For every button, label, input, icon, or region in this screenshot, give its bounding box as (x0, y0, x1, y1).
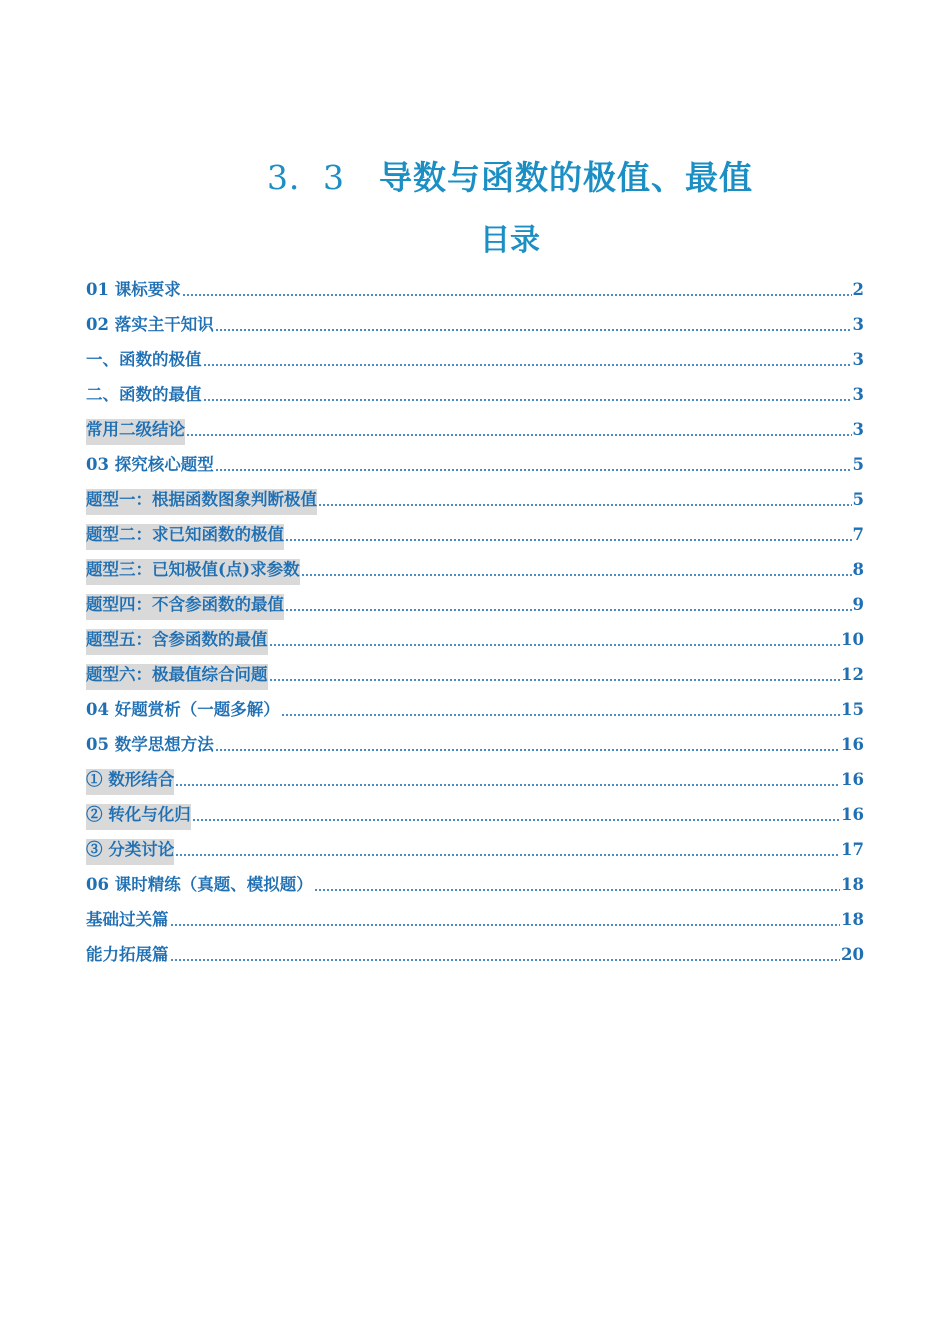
toc-entry-page: 2 (852, 280, 864, 299)
toc-entry-page: 15 (841, 700, 864, 719)
toc-entry-page: 16 (841, 735, 864, 754)
toc-entry-page: 16 (841, 805, 864, 824)
toc-entry-label: ③ 分类讨论 (86, 839, 174, 865)
toc-entry-page: 18 (841, 910, 864, 929)
toc-leader-dots (182, 285, 852, 297)
toc-entry-page: 3 (852, 350, 864, 369)
toc-entry[interactable] (86, 725, 864, 760)
toc-entry[interactable] (86, 480, 864, 515)
toc-leader-dots (281, 705, 840, 717)
toc-leader-dots (175, 775, 840, 787)
toc-entry-label: 04 好题赏析（一题多解） (86, 700, 280, 719)
toc-entry[interactable] (86, 585, 864, 620)
toc-leader-dots (285, 600, 852, 612)
table-of-contents (86, 270, 864, 970)
toc-entry[interactable] (86, 375, 864, 410)
toc-entry-label: 常用二级结论 (86, 419, 185, 445)
toc-entry-label: 题型一：根据函数图象判断极值 (86, 489, 317, 515)
toc-entry-page: 18 (841, 875, 864, 894)
toc-entry[interactable] (86, 655, 864, 690)
toc-entry-page: 5 (852, 455, 864, 474)
toc-entry[interactable] (86, 900, 864, 935)
toc-leader-dots (301, 565, 852, 577)
toc-entry[interactable] (86, 305, 864, 340)
toc-entry[interactable] (86, 515, 864, 550)
toc-entry-label: 题型六：极最值综合问题 (86, 664, 268, 690)
toc-entry-label: 01 课标要求 (86, 280, 181, 299)
toc-entry[interactable] (86, 340, 864, 375)
toc-leader-dots (170, 950, 841, 962)
toc-entry[interactable] (86, 795, 864, 830)
toc-leader-dots (314, 880, 840, 892)
toc-entry-page: 12 (841, 665, 864, 684)
toc-entry-page: 3 (852, 385, 864, 404)
toc-entry[interactable] (86, 410, 864, 445)
title-text: 导数与函数的极值、最值 (379, 158, 753, 197)
toc-entry-label: ② 转化与化归 (86, 804, 191, 830)
toc-entry[interactable] (86, 690, 864, 725)
toc-entry[interactable] (86, 830, 864, 865)
toc-entry-label: 基础过关篇 (86, 910, 169, 929)
toc-entry[interactable] (86, 760, 864, 795)
toc-entry-page: 8 (852, 560, 864, 579)
toc-leader-dots (215, 460, 852, 472)
toc-entry[interactable] (86, 620, 864, 655)
toc-entry-label: ① 数形结合 (86, 769, 174, 795)
page-title (0, 152, 950, 199)
toc-entry[interactable] (86, 270, 864, 305)
toc-entry[interactable] (86, 445, 864, 480)
toc-entry-label: 03 探究核心题型 (86, 455, 214, 474)
toc-entry-label: 二、函数的最值 (86, 385, 202, 404)
toc-entry-page: 17 (841, 840, 864, 859)
toc-leader-dots (175, 845, 840, 857)
toc-entry-label: 题型三：已知极值(点)求参数 (86, 559, 300, 585)
toc-leader-dots (285, 530, 852, 542)
toc-entry-label: 06 课时精练（真题、模拟题） (86, 875, 313, 894)
toc-leader-dots (215, 320, 852, 332)
toc-leader-dots (192, 810, 840, 822)
toc-entry-page: 20 (841, 945, 864, 964)
toc-entry-page: 5 (852, 490, 864, 509)
toc-leader-dots (203, 390, 852, 402)
toc-entry-page: 7 (852, 525, 864, 544)
title-number: 3．3 (267, 158, 345, 197)
toc-leader-dots (215, 740, 840, 752)
toc-entry-page: 3 (852, 315, 864, 334)
toc-entry-page: 10 (841, 630, 864, 649)
toc-leader-dots (203, 355, 852, 367)
toc-entry-page: 3 (852, 420, 864, 439)
toc-entry[interactable] (86, 935, 864, 970)
toc-heading: 目录 (480, 223, 540, 258)
toc-entry-label: 题型五：含参函数的最值 (86, 629, 268, 655)
toc-leader-dots (269, 670, 841, 682)
toc-entry-label: 题型四：不含参函数的最值 (86, 594, 284, 620)
toc-entry-page: 16 (841, 770, 864, 789)
toc-leader-dots (318, 495, 852, 507)
toc-entry-page: 9 (852, 595, 864, 614)
toc-leader-dots (170, 915, 841, 927)
toc-entry-label: 能力拓展篇 (86, 945, 169, 964)
toc-entry[interactable] (86, 865, 864, 900)
toc-entry-label: 05 数学思想方法 (86, 735, 214, 754)
toc-entry-label: 02 落实主干知识 (86, 315, 214, 334)
toc-leader-dots (186, 425, 852, 437)
toc-leader-dots (269, 635, 841, 647)
toc-entry-label: 一、函数的极值 (86, 350, 202, 369)
toc-entry[interactable] (86, 550, 864, 585)
toc-entry-label: 题型二：求已知函数的极值 (86, 524, 284, 550)
